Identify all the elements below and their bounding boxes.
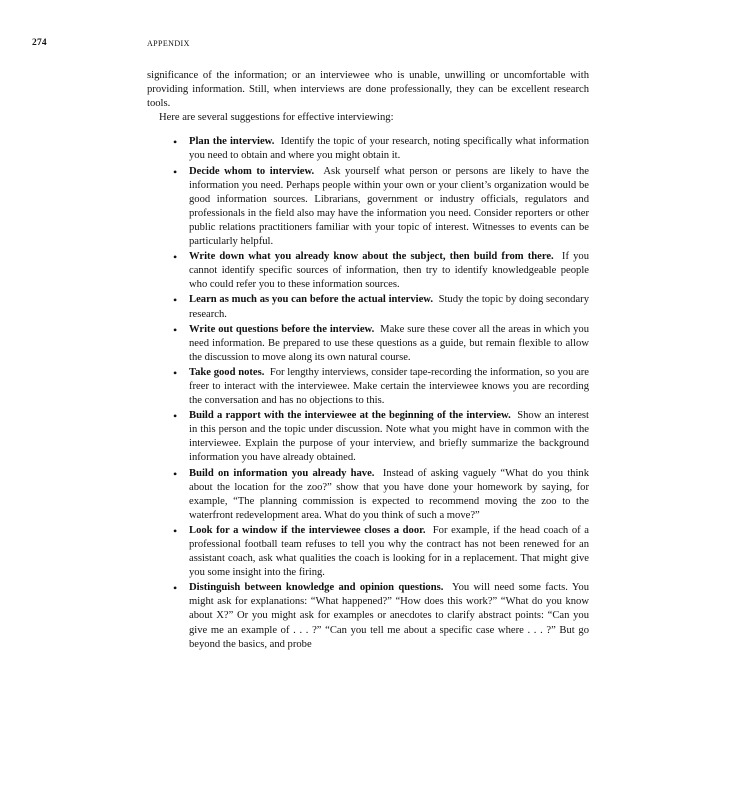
bullet-icon: • (173, 365, 178, 380)
list-item-title: Build on information you already have. (189, 467, 375, 479)
list-item (173, 466, 589, 523)
bullet-icon: • (173, 293, 178, 308)
list-item (173, 409, 589, 465)
list-item-title: Plan the interview. (189, 136, 275, 148)
suggestions-list (147, 135, 589, 651)
list-item-title: Take good notes. (189, 366, 265, 378)
bullet-icon: • (173, 409, 178, 424)
list-item-title: Look for a window if the interviewee closes a door. (189, 524, 426, 536)
list-item (173, 581, 590, 651)
list-item-text: For example, if the head coach of a professional football team refuses to tell you why the contract has not been renewed for an assistant coach, ask what qualities the coach is looking for in a replacement. That might give you some insight into the firing. (189, 524, 590, 579)
list-item-text: Make sure these cover all the areas in which you need information. Be prepared to use these questions as a guide, but remain flexible to allow the discussion to move along its own natural course. (189, 323, 589, 363)
list-item-text: Instead of asking vaguely “What do you think about the location for the zoo?” show that you have done your homework by saying, for example, “The planning commission is expected to recommend moving the zoo to the waterfront redevelopment area. What do you think of such a move?” (189, 467, 589, 521)
list-item (173, 523, 590, 580)
list-item-title: Write down what you already know about the subject, then build from there. (189, 251, 554, 263)
intro-lead-in-paragraph: Here are several suggestions for effective interviewing: (159, 112, 394, 124)
bullet-icon: • (173, 135, 178, 150)
running-head-section: APPENDIX (147, 39, 190, 48)
bullet-icon: • (173, 250, 178, 265)
list-item-title: Build a rapport with the interviewee at the beginning of the interview. (189, 410, 511, 422)
list-item-title: Decide whom to interview. (189, 165, 315, 177)
list-item-text: Identify the topic of your research, noting specifically what information you need to obtain and where you might obtain it. (189, 136, 589, 162)
list-item (173, 293, 590, 321)
bullet-icon: • (173, 322, 178, 337)
list-item-text: Show an interest in this person and the topic under discussion. Note what you might have in common with the interviewee. Explain the purpose of your interview, and briefly summarize the background information you have already obtained. (189, 410, 589, 464)
list-item (173, 365, 590, 408)
list-item-title: Write out questions before the interview. (189, 323, 375, 335)
bullet-icon: • (173, 581, 178, 596)
list-item-text: If you cannot identify specific sources of information, then try to identify knowledgeable people who could refer you to these information sources. (189, 251, 589, 291)
list-item-title: Learn as much as you can before the actual interview. (189, 294, 434, 306)
bullet-icon: • (173, 466, 178, 481)
list-item (173, 164, 589, 250)
list-item (173, 322, 589, 365)
bullet-icon: • (173, 164, 178, 179)
page-number: 274 (32, 38, 47, 48)
list-item-text: Ask yourself what person or persons are likely to have the information you need. Perhaps people within your own or your client’s organization would be good information sources. Librarians, government or industry officials, regulators and professionals in the field also may have the information you need. Consider reporters or other public relations practitioners familiar with your topic of interest. Witnesses to events can be particularly helpful. (189, 165, 589, 248)
list-item-text: You will need some facts. You might ask for explanations: “What happened?” “How does this work?” “What do you know about X?” Or you might ask for examples or anecdotes to clarify abstract points: “Can you give me an example of . . . ?” “Can you tell me about a specific case where . . . ?” But go beyond the basics, and probe (189, 582, 590, 650)
list-item (173, 135, 589, 163)
intro-continuation-paragraph: significance of the information; or an interviewee who is unable, unwilling or uncomfortable with providing information. Still, when interviews are done professionally, they can be excellent research tools. (147, 70, 589, 110)
list-item (173, 250, 589, 292)
list-item-title: Distinguish between knowledge and opinion questions. (189, 582, 444, 594)
list-item-text: Study the topic by doing secondary research. (189, 294, 590, 320)
body-text (147, 69, 589, 653)
bullet-icon: • (173, 523, 178, 538)
running-head (32, 38, 592, 52)
list-item-text: For lengthy interviews, consider tape-recording the information, so you are freer to interact with the interviewee. Make certain the interviewee knows you are recording the conversation and has no objections to this. (189, 366, 590, 407)
